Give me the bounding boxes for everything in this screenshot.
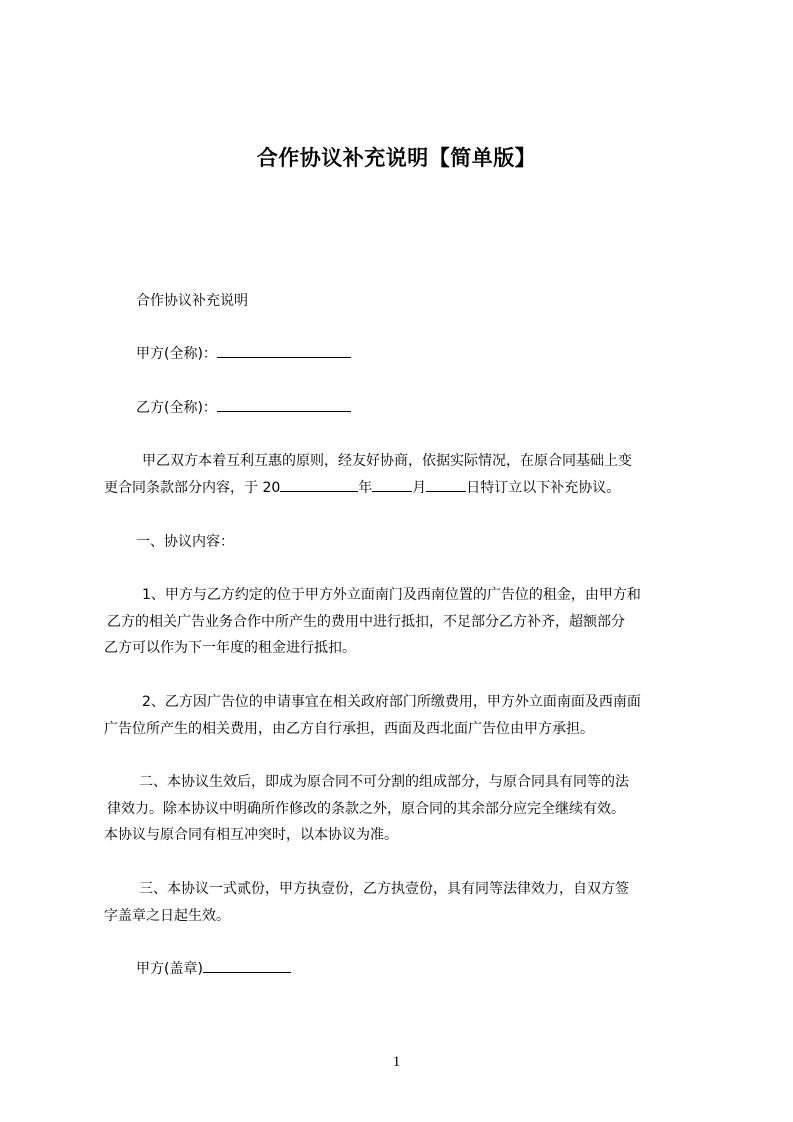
page-number: 1 — [392, 1054, 401, 1070]
clause-2-line-2: 广告位所产生的相关费用，由乙方自行承担，西面及西北面广告位由甲方承担。 — [104, 721, 594, 737]
day-label: 日特订立以下补充协议。 — [466, 480, 621, 496]
party-a-seal-line — [104, 956, 736, 982]
party-b-fullname-line — [104, 395, 736, 421]
section-3-line-1: 三、本协议一式贰份，甲方执壹份，乙方执壹份，具有同等法律效力，自双方签 — [139, 881, 629, 897]
clause-2-line-1: 2、乙方因广告位的申请事宜在相关政府部门所缴费用，甲方外立面南面及西南面 — [142, 694, 641, 710]
intro-line-1: 甲乙双方本着互利互惠的原则，经友好协商，依据实际情况，在原合同基础上变 — [142, 453, 632, 469]
section-1-title: 一、协议内容： — [136, 534, 234, 550]
party-b-label: 乙方(全称)： — [136, 400, 217, 416]
section-3-line-2: 字盖章之日起生效。 — [104, 908, 230, 924]
party-a-seal-blank — [203, 958, 291, 973]
clause-1-line-2: 乙方的相关广告业务合作中所产生的费用中进行抵扣，不足部分乙方补齐，超额部分 — [107, 614, 625, 630]
party-a-fullname-line — [104, 341, 736, 367]
document-title: 合作协议补充说明【简单版】 — [256, 146, 537, 170]
clause-1-line-3: 乙方可以作为下一年度的租金进行抵扣。 — [104, 640, 356, 656]
month-blank — [372, 477, 412, 492]
party-a-label: 甲方(全称)： — [136, 346, 217, 362]
year-label: 年 — [358, 480, 373, 496]
month-label: 月 — [412, 480, 427, 496]
clause-1-line-1: 1、甲方与乙方约定的位于甲方外立面南门及西南位置的广告位的租金，由甲方和 — [142, 587, 641, 603]
day-blank — [426, 477, 466, 492]
document-heading: 合作协议补充说明 — [136, 293, 248, 309]
party-b-blank — [217, 397, 351, 412]
section-2-line-3: 本协议与原合同有相互冲突时，以本协议为准。 — [104, 827, 398, 843]
intro-line-2 — [104, 475, 704, 501]
year-blank — [280, 477, 358, 492]
party-a-seal-label: 甲方(盖章) — [136, 961, 203, 977]
party-a-blank — [217, 343, 351, 358]
intro-date-prefix: 更合同条款部分内容，于 20 — [104, 480, 281, 496]
section-2-line-1: 二、本协议生效后，即成为原合同不可分割的组成部分，与原合同具有同等的法 — [139, 774, 629, 790]
section-2-line-2: 律效力。除本协议中明确所作修改的条款之外，原合同的其余部分应完全继续有效。 — [107, 801, 625, 817]
